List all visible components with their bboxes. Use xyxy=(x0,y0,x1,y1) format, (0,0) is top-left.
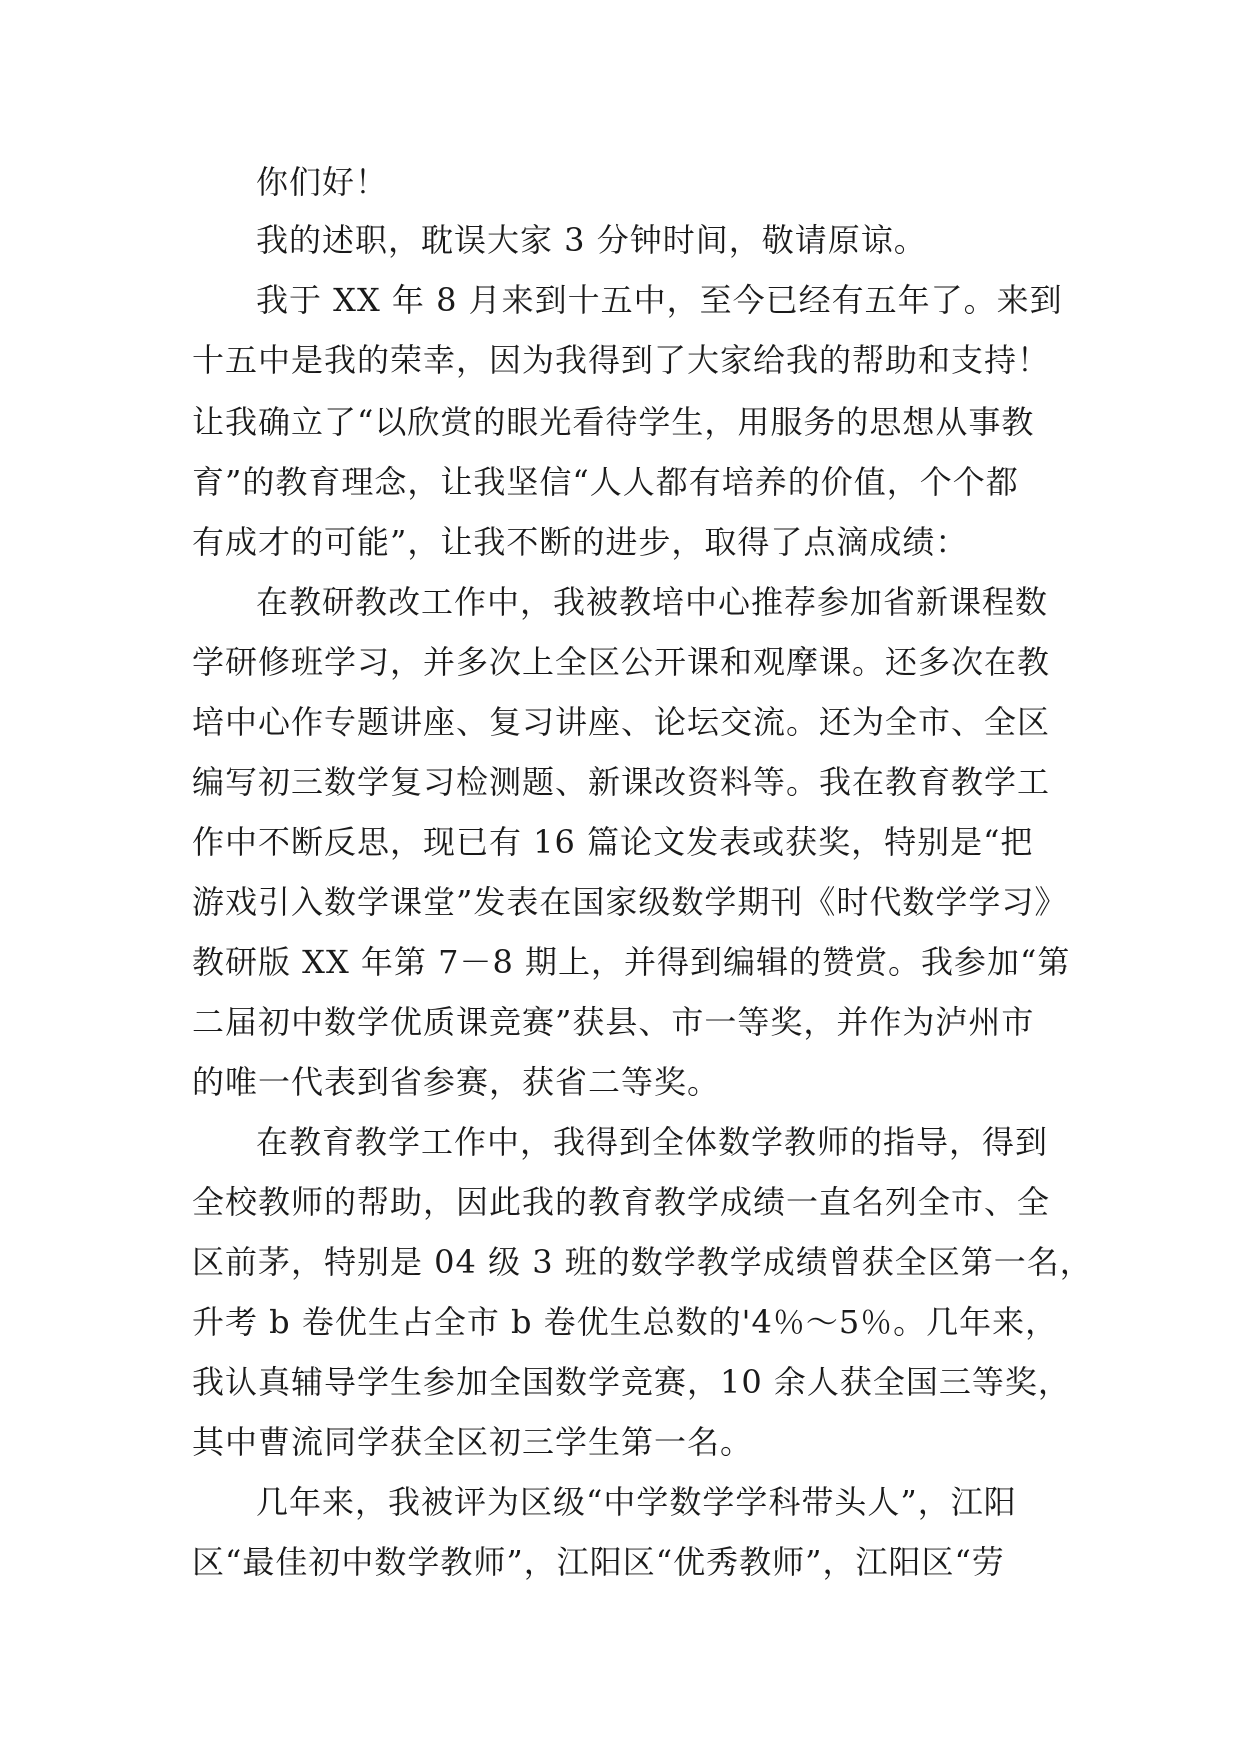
paragraph-line: 其中曹流同学获全区初三学生第一名。 xyxy=(192,1423,754,1461)
paragraph-line: 教研版 XX 年第 7－8 期上，并得到编辑的赞赏。我参加“第 xyxy=(192,943,1071,981)
paragraph-line: 育”的教育理念，让我坚信“人人都有培养的价值，个个都 xyxy=(192,463,1019,501)
paragraph-line: 几年来，我被评为区级“中学数学学科带头人”，江阳 xyxy=(256,1483,1017,1521)
paragraph-line: 在教育教学工作中，我得到全体数学教师的指导，得到 xyxy=(256,1123,1049,1161)
paragraph-line: 学研修班学习，并多次上全区公开课和观摩课。还多次在教 xyxy=(192,643,1051,681)
paragraph-line: 的唯一代表到省参赛，获省二等奖。 xyxy=(192,1063,721,1101)
greeting-line: 你们好！ xyxy=(256,163,389,201)
paragraph-line: 我的述职，耽误大家 3 分钟时间，敬请原谅。 xyxy=(256,221,927,259)
paragraph-line: 我认真辅导学生参加全国数学竞赛，10 余人获全国三等奖， xyxy=(192,1363,1071,1401)
paragraph-line: 在教研教改工作中，我被教培中心推荐参加省新课程数 xyxy=(256,583,1049,621)
paragraph-line: 我于 XX 年 8 月来到十五中，至今已经有五年了。来到 xyxy=(256,281,1063,319)
paragraph-line: 让我确立了“以欣赏的眼光看待学生，用服务的思想从事教 xyxy=(192,403,1035,441)
paragraph-line: 二届初中数学优质课竞赛”获县、市一等奖，并作为泸州市 xyxy=(192,1003,1035,1041)
paragraph-line: 编写初三数学复习检测题、新课改资料等。我在教育教学工 xyxy=(192,763,1051,801)
paragraph-line: 升考 b 卷优生占全市 b 卷优生总数的'4％～5％。几年来， xyxy=(192,1303,1059,1341)
paragraph-line: 全校教师的帮助，因此我的教育教学成绩一直名列全市、全 xyxy=(192,1183,1051,1221)
paragraph-line: 区前茅，特别是 04 级 3 班的数学教学成绩曾获全区第一名， xyxy=(192,1243,1093,1281)
paragraph-line: 有成才的可能”，让我不断的进步，取得了点滴成绩： xyxy=(192,523,969,561)
paragraph-line: 区“最佳初中数学教师”，江阳区“优秀教师”，江阳区“劳 xyxy=(192,1543,1005,1581)
paragraph-line: 游戏引入数学课堂”发表在国家级数学期刊《时代数学学习》 xyxy=(192,883,1068,921)
paragraph-line: 作中不断反思，现已有 16 篇论文发表或获奖，特别是“把 xyxy=(192,823,1034,861)
paragraph-line: 培中心作专题讲座、复习讲座、论坛交流。还为全市、全区 xyxy=(192,703,1051,741)
paragraph-line: 十五中是我的荣幸，因为我得到了大家给我的帮助和支持！ xyxy=(192,341,1051,379)
